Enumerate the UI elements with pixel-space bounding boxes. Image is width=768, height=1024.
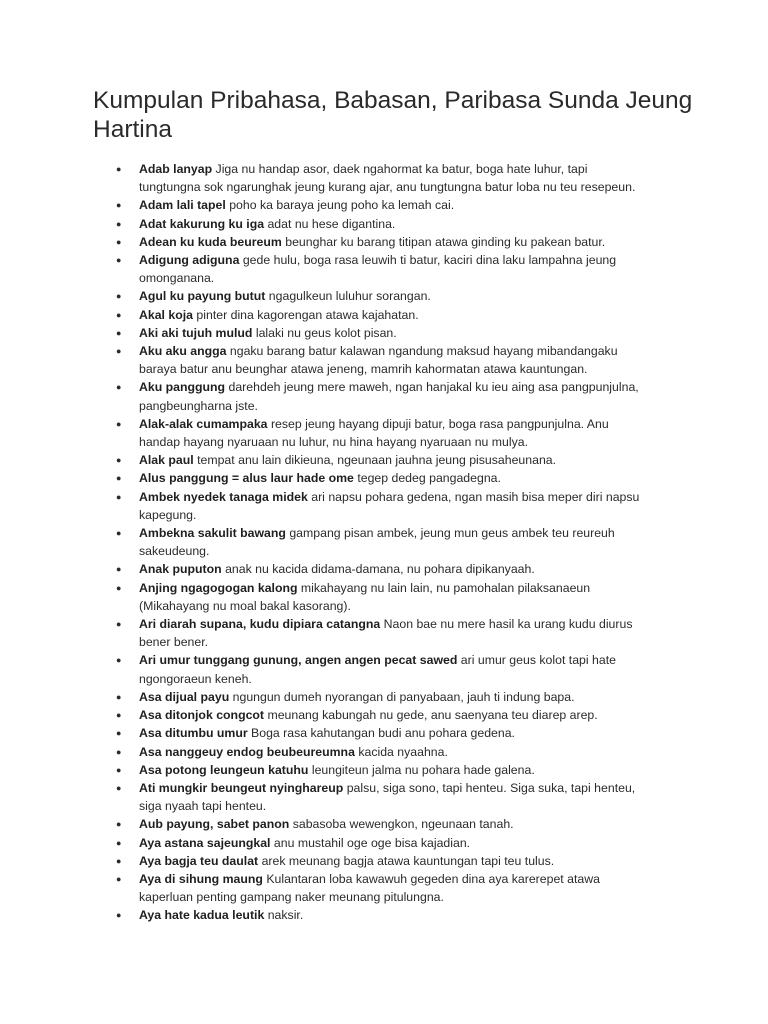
proverb-meaning: naksir. xyxy=(267,908,304,923)
proverb-meaning: Jiga nu handap asor, daek ngahormat ka batur, boga hate luhur, tapi tungtungna sok ngarunghak jeung kurang ajar, anu tungtungna batur loba nu teu resepeun. xyxy=(139,162,636,195)
bullet-icon: ● xyxy=(116,327,122,338)
proverb-meaning: anu mustahil oge oge bisa kajadian. xyxy=(273,835,471,850)
list-item xyxy=(0,815,649,833)
bullet-icon: ● xyxy=(116,910,122,921)
bullet-icon: ● xyxy=(116,746,122,757)
proverb-meaning: tegep dedeg pangadegna. xyxy=(357,471,501,486)
proverb-term: Asa potong leungeun katuhu xyxy=(139,762,309,777)
proverb-meaning: darehdeh jeung mere maweh, ngan hanjakal ku ieu aing asa pangpunjulna, pangbeungharna jste. xyxy=(139,380,639,413)
proverb-meaning: ngagulkeun luluhur sorangan. xyxy=(268,289,431,304)
list-item xyxy=(0,906,649,924)
proverb-meaning: ari napsu pohara gedena, ngan masih bisa meper diri napsu kapegung. xyxy=(139,489,640,522)
bullet-icon: ● xyxy=(116,309,122,320)
bullet-icon: ● xyxy=(116,655,122,666)
list-item xyxy=(0,688,649,706)
list-item xyxy=(0,724,649,742)
bullet-icon: ● xyxy=(116,564,122,575)
bullet-icon: ● xyxy=(116,764,122,775)
bullet-icon: ● xyxy=(116,200,122,211)
bullet-icon: ● xyxy=(116,582,122,593)
list-item xyxy=(0,306,649,324)
proverb-meaning: leungiteun jalma nu pohara hade galena. xyxy=(311,762,535,777)
proverb-term: Ambek nyedek tanaga midek xyxy=(139,489,308,504)
list-item xyxy=(0,743,649,761)
list-item xyxy=(0,324,649,342)
proverb-meaning: pinter dina kagorengan atawa kajahatan. xyxy=(196,307,419,322)
bullet-icon: ● xyxy=(116,528,122,539)
proverb-meaning: Boga rasa kahutangan budi anu pohara gedena. xyxy=(251,726,515,741)
bullet-icon: ● xyxy=(116,491,122,502)
list-item xyxy=(0,469,649,487)
proverb-term: Aya di sihung maung xyxy=(139,871,263,886)
proverb-meaning: beunghar ku barang titipan atawa ginding ku pakean batur. xyxy=(285,234,606,249)
bullet-icon: ● xyxy=(116,728,122,739)
proverb-meaning: ari umur geus kolot tapi hate ngongoraeun keneh. xyxy=(139,653,616,686)
proverb-term: Asa dijual payu xyxy=(139,689,230,704)
proverb-term: Agul ku payung butut xyxy=(139,289,266,304)
proverb-term: Adat kakurung ku iga xyxy=(139,216,265,231)
proverb-term: Ati mungkir beungeut nyinghareup xyxy=(139,780,344,795)
proverb-meaning: adat nu hese digantina. xyxy=(267,216,396,231)
proverb-meaning: sabasoba wewengkon, ngeunaan tanah. xyxy=(292,817,514,832)
proverb-meaning: arek meunang bagja atawa kauntungan tapi teu tulus. xyxy=(261,853,555,868)
list-item xyxy=(0,415,649,451)
bullet-icon: ● xyxy=(116,855,122,866)
bullet-icon: ● xyxy=(116,418,122,429)
list-item xyxy=(0,579,649,615)
list-item xyxy=(0,706,649,724)
list-item xyxy=(0,761,649,779)
proverb-term: Alak paul xyxy=(139,453,194,468)
proverb-meaning: poho ka baraya jeung poho ka lemah cai. xyxy=(229,198,455,213)
list-item xyxy=(0,342,649,378)
list-item xyxy=(0,451,649,469)
bullet-icon: ● xyxy=(116,873,122,884)
proverb-meaning: tempat anu lain dikieuna, ngeunaan jauhna jeung pisusaheunana. xyxy=(197,453,557,468)
bullet-icon: ● xyxy=(116,710,122,721)
proverb-meaning: kacida nyaahna. xyxy=(358,744,448,759)
proverb-meaning: Kulantaran loba kawawuh gegeden dina aya karerepet atawa kaperluan penting gampang naker meunang pitulungna. xyxy=(139,871,600,905)
list-item xyxy=(0,524,649,560)
list-item xyxy=(0,852,649,870)
bullet-icon: ● xyxy=(116,473,122,484)
proverb-meaning: mikahayang nu lain lain, nu pamohalan pilaksanaeun (Mikahayang nu moal bakal kasorang). xyxy=(139,580,591,613)
proverb-meaning: palsu, siga sono, tapi henteu. Siga suka, tapi henteu, siga nyaah tapi henteu. xyxy=(139,780,636,814)
proverb-term: Ari umur tunggang gunung, angen angen pecat sawed xyxy=(139,653,458,668)
proverb-term: Adam lali tapel xyxy=(139,198,226,213)
proverb-term: Aku panggung xyxy=(139,380,226,395)
list-item xyxy=(0,160,649,196)
proverb-term: Adab lanyap xyxy=(139,162,213,176)
proverb-meaning: Naon bae nu mere hasil ka urang kudu diurus bener bener. xyxy=(139,617,633,650)
list-item xyxy=(0,233,649,251)
bullet-icon: ● xyxy=(116,255,122,266)
bullet-icon: ● xyxy=(116,236,122,247)
bullet-icon: ● xyxy=(116,691,122,702)
proverb-term: Aya bagja teu daulat xyxy=(139,853,259,868)
proverb-meaning: resep jeung hayang dipuji batur, boga rasa pangpunjulna. Anu handap hayang nyaruaan nu luhur, nu hina hayang nyaruaan nu mulya. xyxy=(139,416,609,450)
proverb-term: Akal koja xyxy=(139,307,193,322)
list-item xyxy=(0,870,649,906)
proverb-meaning: meunang kabungah nu gede, anu saenyana teu diarep arep. xyxy=(267,708,598,723)
bullet-icon: ● xyxy=(116,382,122,393)
proverb-meaning: ngaku barang batur kalawan ngandung maksud hayang mibandangaku baraya batur anu beunghar atawa jeneng, mamrih kahormatan atawa kauntungan. xyxy=(139,344,618,377)
proverb-term: Anjing ngagogogan kalong xyxy=(139,580,298,595)
proverb-term: Asa nanggeuy endog beubeureumna xyxy=(139,744,355,759)
proverb-term: Aku aku angga xyxy=(139,344,227,359)
proverb-meaning: ngungun dumeh nyorangan di panyabaan, jauh ti indung bapa. xyxy=(232,689,575,704)
list-item xyxy=(0,615,649,651)
proverb-term: Ambekna sakulit bawang xyxy=(139,526,286,541)
proverb-term: Adean ku kuda beureum xyxy=(139,234,282,249)
bullet-icon: ● xyxy=(116,619,122,630)
list-item xyxy=(0,378,649,414)
proverb-meaning: gede hulu, boga rasa leuwih ti batur, kaciri dina laku lampahna jeung omonganana. xyxy=(139,253,617,286)
list-item xyxy=(0,196,649,214)
list-item xyxy=(0,651,649,687)
proverb-term: Aya hate kadua leutik xyxy=(139,908,265,923)
list-item xyxy=(0,251,649,287)
proverb-term: Alak-alak cumampaka xyxy=(139,416,268,431)
proverb-term: Asa ditumbu umur xyxy=(139,726,248,741)
proverb-term: Aya astana sajeungkal xyxy=(139,835,271,850)
bullet-icon: ● xyxy=(116,291,122,302)
bullet-icon: ● xyxy=(116,346,122,357)
proverb-meaning: gampang pisan ambek, jeung mun geus ambek teu reureuh sakeudeung. xyxy=(139,526,615,559)
bullet-icon: ● xyxy=(116,218,122,229)
bullet-icon: ● xyxy=(116,782,122,793)
bullet-icon: ● xyxy=(116,164,122,174)
proverb-term: Ari diarah supana, kudu dipiara catangna xyxy=(139,617,381,632)
list-item xyxy=(0,834,649,852)
proverb-term: Asa ditonjok congcot xyxy=(139,708,265,723)
bullet-icon: ● xyxy=(116,819,122,830)
proverb-term: Aki aki tujuh mulud xyxy=(139,325,253,340)
proverb-list xyxy=(0,160,768,925)
list-item xyxy=(0,560,649,578)
document-title: Kumpulan Pribahasa, Babasan, Paribasa Sunda Jeung Hartina xyxy=(93,87,693,143)
list-item xyxy=(0,215,649,233)
bullet-icon: ● xyxy=(116,837,122,848)
list-item xyxy=(0,779,649,815)
list-item xyxy=(0,287,649,305)
proverb-meaning: anak nu kacida didama-damana, nu pohara dipikanyaah. xyxy=(225,562,535,577)
proverb-term: Aub payung, sabet panon xyxy=(139,817,290,832)
proverb-term: Adigung adiguna xyxy=(139,253,240,268)
proverb-meaning: lalaki nu geus kolot pisan. xyxy=(255,325,397,340)
list-item xyxy=(0,488,649,524)
bullet-icon: ● xyxy=(116,455,122,466)
proverb-term: Alus panggung = alus laur hade ome xyxy=(139,471,354,486)
proverb-term: Anak puputon xyxy=(139,562,222,577)
